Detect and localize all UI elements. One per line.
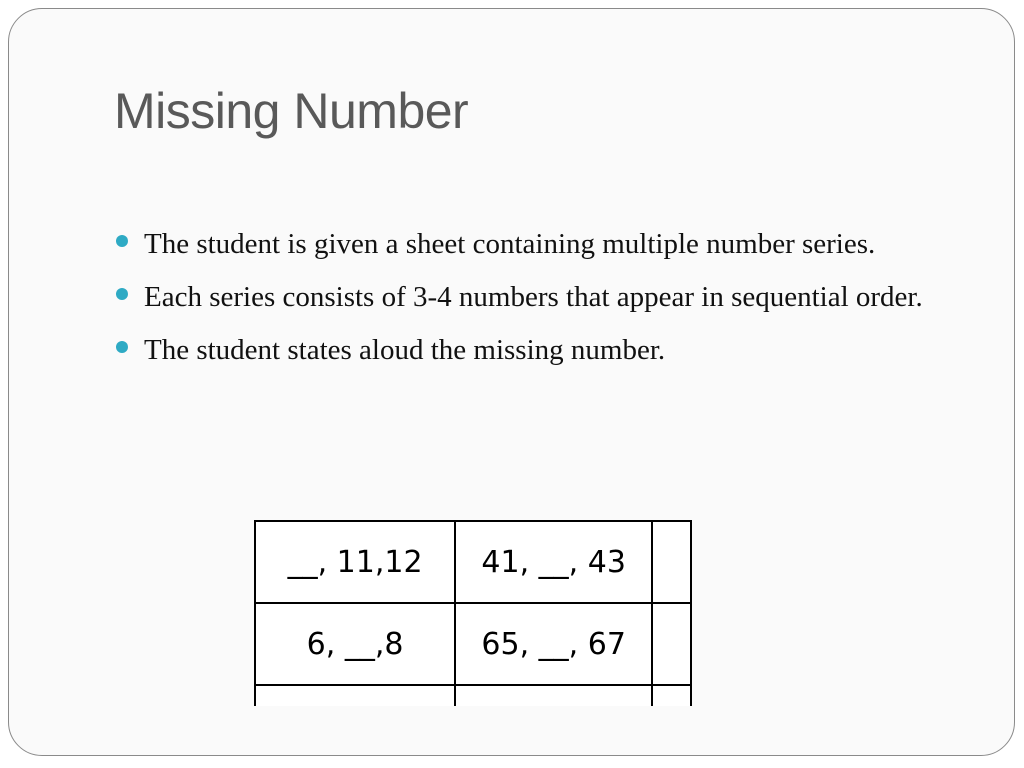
bullet-item	[114, 275, 974, 319]
bullet-item	[114, 328, 974, 372]
table-cell: 65, __, 67	[455, 603, 652, 685]
bullet-text: The student states aloud the missing number.	[144, 334, 666, 366]
number-series-table	[254, 520, 692, 706]
table-cell	[652, 521, 691, 603]
slide-title: Missing Number	[114, 83, 469, 139]
bullet-item	[114, 222, 974, 266]
table-cell: 41, __, 43	[455, 521, 652, 603]
table-cell: __, 11,12	[255, 521, 455, 603]
table-cell	[455, 685, 652, 706]
bullet-dot-icon	[116, 288, 128, 300]
bullet-list	[114, 222, 974, 381]
bullet-dot-icon	[116, 235, 128, 247]
bullet-dot-icon	[116, 341, 128, 353]
table-cell	[652, 603, 691, 685]
table-row	[255, 685, 691, 706]
table-cell	[652, 685, 691, 706]
table-cell	[255, 685, 455, 706]
bullet-text: The student is given a sheet containing multiple number series.	[144, 228, 876, 260]
number-series-table-image	[254, 520, 692, 706]
table-row	[255, 521, 691, 603]
bullet-text: Each series consists of 3-4 numbers that appear in sequential order.	[144, 281, 923, 313]
table-cell: 6, __,8	[255, 603, 455, 685]
table-row	[255, 603, 691, 685]
